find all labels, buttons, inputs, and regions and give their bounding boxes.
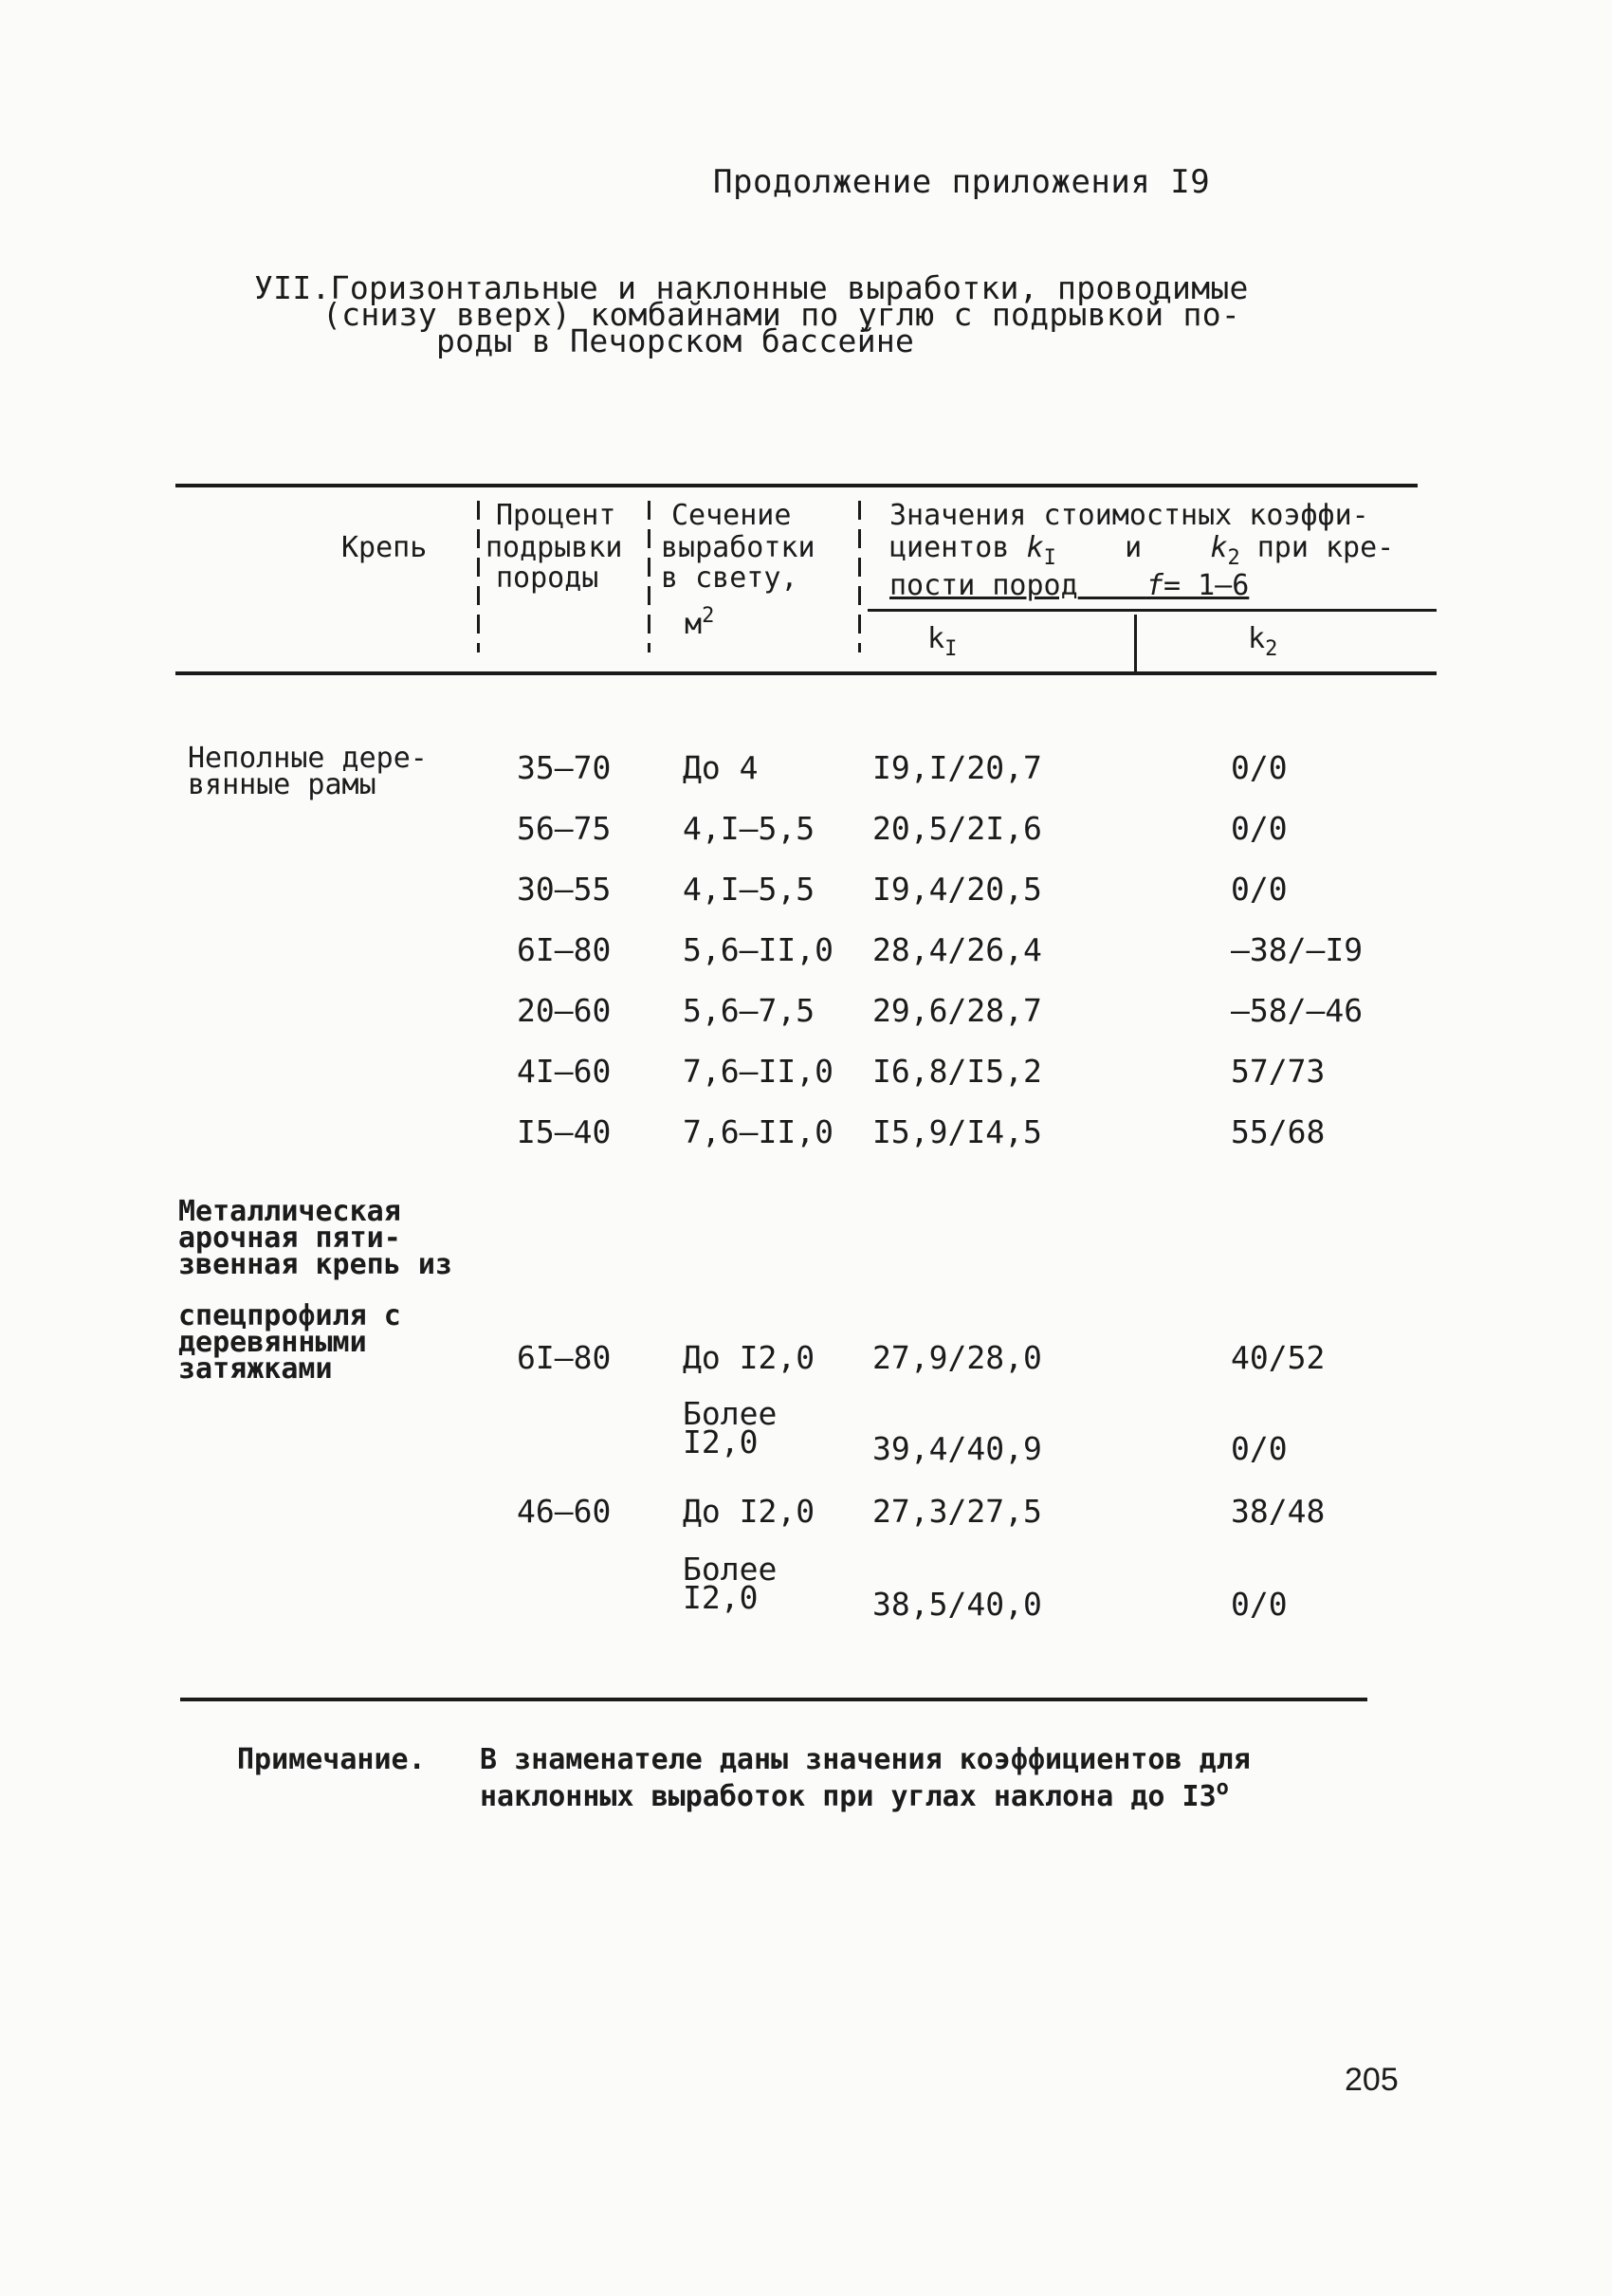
g2-row4-section: Более I2,0 <box>683 1551 778 1616</box>
continuation-header: Продолжение приложения I9 <box>713 163 1211 201</box>
g1-row7-percent: I5–40 <box>517 1113 612 1150</box>
header-values-line-1: Значения стоимостных коэффи- <box>889 499 1369 532</box>
k-separator <box>1134 615 1137 671</box>
g2-row3-k2: 38/48 <box>1231 1493 1326 1530</box>
header-bottom-rule <box>175 671 1437 675</box>
g1-row4-k2: –38/–I9 <box>1231 931 1364 968</box>
g1-row7-k1: I5,9/I4,5 <box>872 1113 1042 1150</box>
group2-label-line-2: арочная пяти- <box>178 1221 401 1255</box>
g2-row3-k1: 27,3/27,5 <box>872 1493 1042 1530</box>
g1-row7-section: 7,6–II,0 <box>683 1113 833 1150</box>
g2-row3-percent: 46–60 <box>517 1493 612 1530</box>
g1-row6-percent: 4I–60 <box>517 1053 612 1090</box>
g1-row5-k2: –58/–46 <box>1231 992 1364 1029</box>
g1-row2-k2: 0/0 <box>1231 810 1288 847</box>
g1-row4-percent: 6I–80 <box>517 931 612 968</box>
page-number: 205 <box>1345 2062 1399 2098</box>
g1-row6-k1: I6,8/I5,2 <box>872 1053 1042 1090</box>
section-title-line-2: (снизу вверх) комбайнами по углю с подрывкой по- <box>322 296 1241 333</box>
header-values-line-3: пости пород f= 1–6 <box>889 569 1250 602</box>
g1-row2-k1: 20,5/2I,6 <box>872 810 1042 847</box>
subheader-k1: $k_I$ <box>927 622 958 661</box>
group1-label-line-2: вянные рамы <box>188 768 376 801</box>
group1-label-line-1: Неполные дере- <box>188 742 428 775</box>
table-bottom-rule <box>180 1698 1367 1701</box>
g1-row5-section: 5,6–7,5 <box>683 992 815 1029</box>
note-line-2: наклонных выработок при углах наклона до $I3^о$ <box>480 1776 1229 1813</box>
g1-row4-k1: 28,4/26,4 <box>872 931 1042 968</box>
g2-row1-k2: 40/52 <box>1231 1339 1326 1376</box>
g2-row1-percent: 6I–80 <box>517 1339 612 1376</box>
g1-row6-k2: 57/73 <box>1231 1053 1326 1090</box>
header-section-unit: $м^2$ <box>685 604 715 641</box>
group2-label-line-1: Металлическая <box>178 1195 401 1228</box>
group2-label-line-5: деревянными <box>178 1326 367 1359</box>
header-percent-line-2: подрывки <box>485 531 623 564</box>
header-percent-line-1: Процент <box>496 499 616 532</box>
subheader-k2: $k_2$ <box>1248 622 1278 661</box>
g1-row1-k2: 0/0 <box>1231 749 1288 786</box>
g2-row2-k1: 39,4/40,9 <box>872 1430 1042 1467</box>
g1-row3-k1: I9,4/20,5 <box>872 871 1042 908</box>
g2-row1-k1: 27,9/28,0 <box>872 1339 1042 1376</box>
g1-row2-section: 4,I–5,5 <box>683 810 815 847</box>
g2-row3-section: До I2,0 <box>683 1493 815 1530</box>
g1-row6-section: 7,6–II,0 <box>683 1053 833 1090</box>
g2-row2-k2: 0/0 <box>1231 1430 1288 1467</box>
g1-row1-section: До 4 <box>683 749 759 786</box>
group2-label-line-6: затяжками <box>178 1352 333 1386</box>
g1-row2-percent: 56–75 <box>517 810 612 847</box>
g1-row3-k2: 0/0 <box>1231 871 1288 908</box>
g2-row1-section: До I2,0 <box>683 1339 815 1376</box>
table-top-rule <box>175 484 1418 487</box>
header-section-line-3: в свету, <box>661 561 798 595</box>
header-separator-2 <box>648 501 650 652</box>
section-title-line-3: роды в Печорском бассейне <box>436 322 915 359</box>
g1-row5-percent: 20–60 <box>517 992 612 1029</box>
g1-row3-section: 4,I–5,5 <box>683 871 815 908</box>
group2-label-line-3: звенная крепь из <box>178 1248 452 1281</box>
group2-label-line-4: спецпрофиля с <box>178 1299 401 1332</box>
subheader-rule <box>868 609 1437 612</box>
g1-row1-percent: 35–70 <box>517 749 612 786</box>
g1-row1-k1: I9,I/20,7 <box>872 749 1042 786</box>
header-values-line-2: циентов $k_I$ и $k_2$ при кре- <box>889 531 1395 570</box>
header-separator-1 <box>477 501 480 652</box>
g1-row7-k2: 55/68 <box>1231 1113 1326 1150</box>
note-line-1: В знаменателе даны значения коэффициентов для <box>480 1743 1251 1776</box>
g1-row4-section: 5,6–II,0 <box>683 931 833 968</box>
header-krep: Крепь <box>341 531 428 564</box>
g1-row5-k1: 29,6/28,7 <box>872 992 1042 1029</box>
g2-row4-k2: 0/0 <box>1231 1586 1288 1623</box>
header-section-line-2: выработки <box>661 531 815 564</box>
header-section-line-1: Сечение <box>671 499 792 532</box>
g2-row2-section: Более I2,0 <box>683 1395 778 1460</box>
header-percent-line-3: породы <box>496 561 599 595</box>
g1-row3-percent: 30–55 <box>517 871 612 908</box>
header-separator-3 <box>858 501 861 652</box>
g2-row4-k1: 38,5/40,0 <box>872 1586 1042 1623</box>
section-title-line-1: УII.Горизонтальные и наклонные выработки, проводимые <box>254 269 1249 306</box>
note-label: Примечание. <box>237 1743 426 1776</box>
